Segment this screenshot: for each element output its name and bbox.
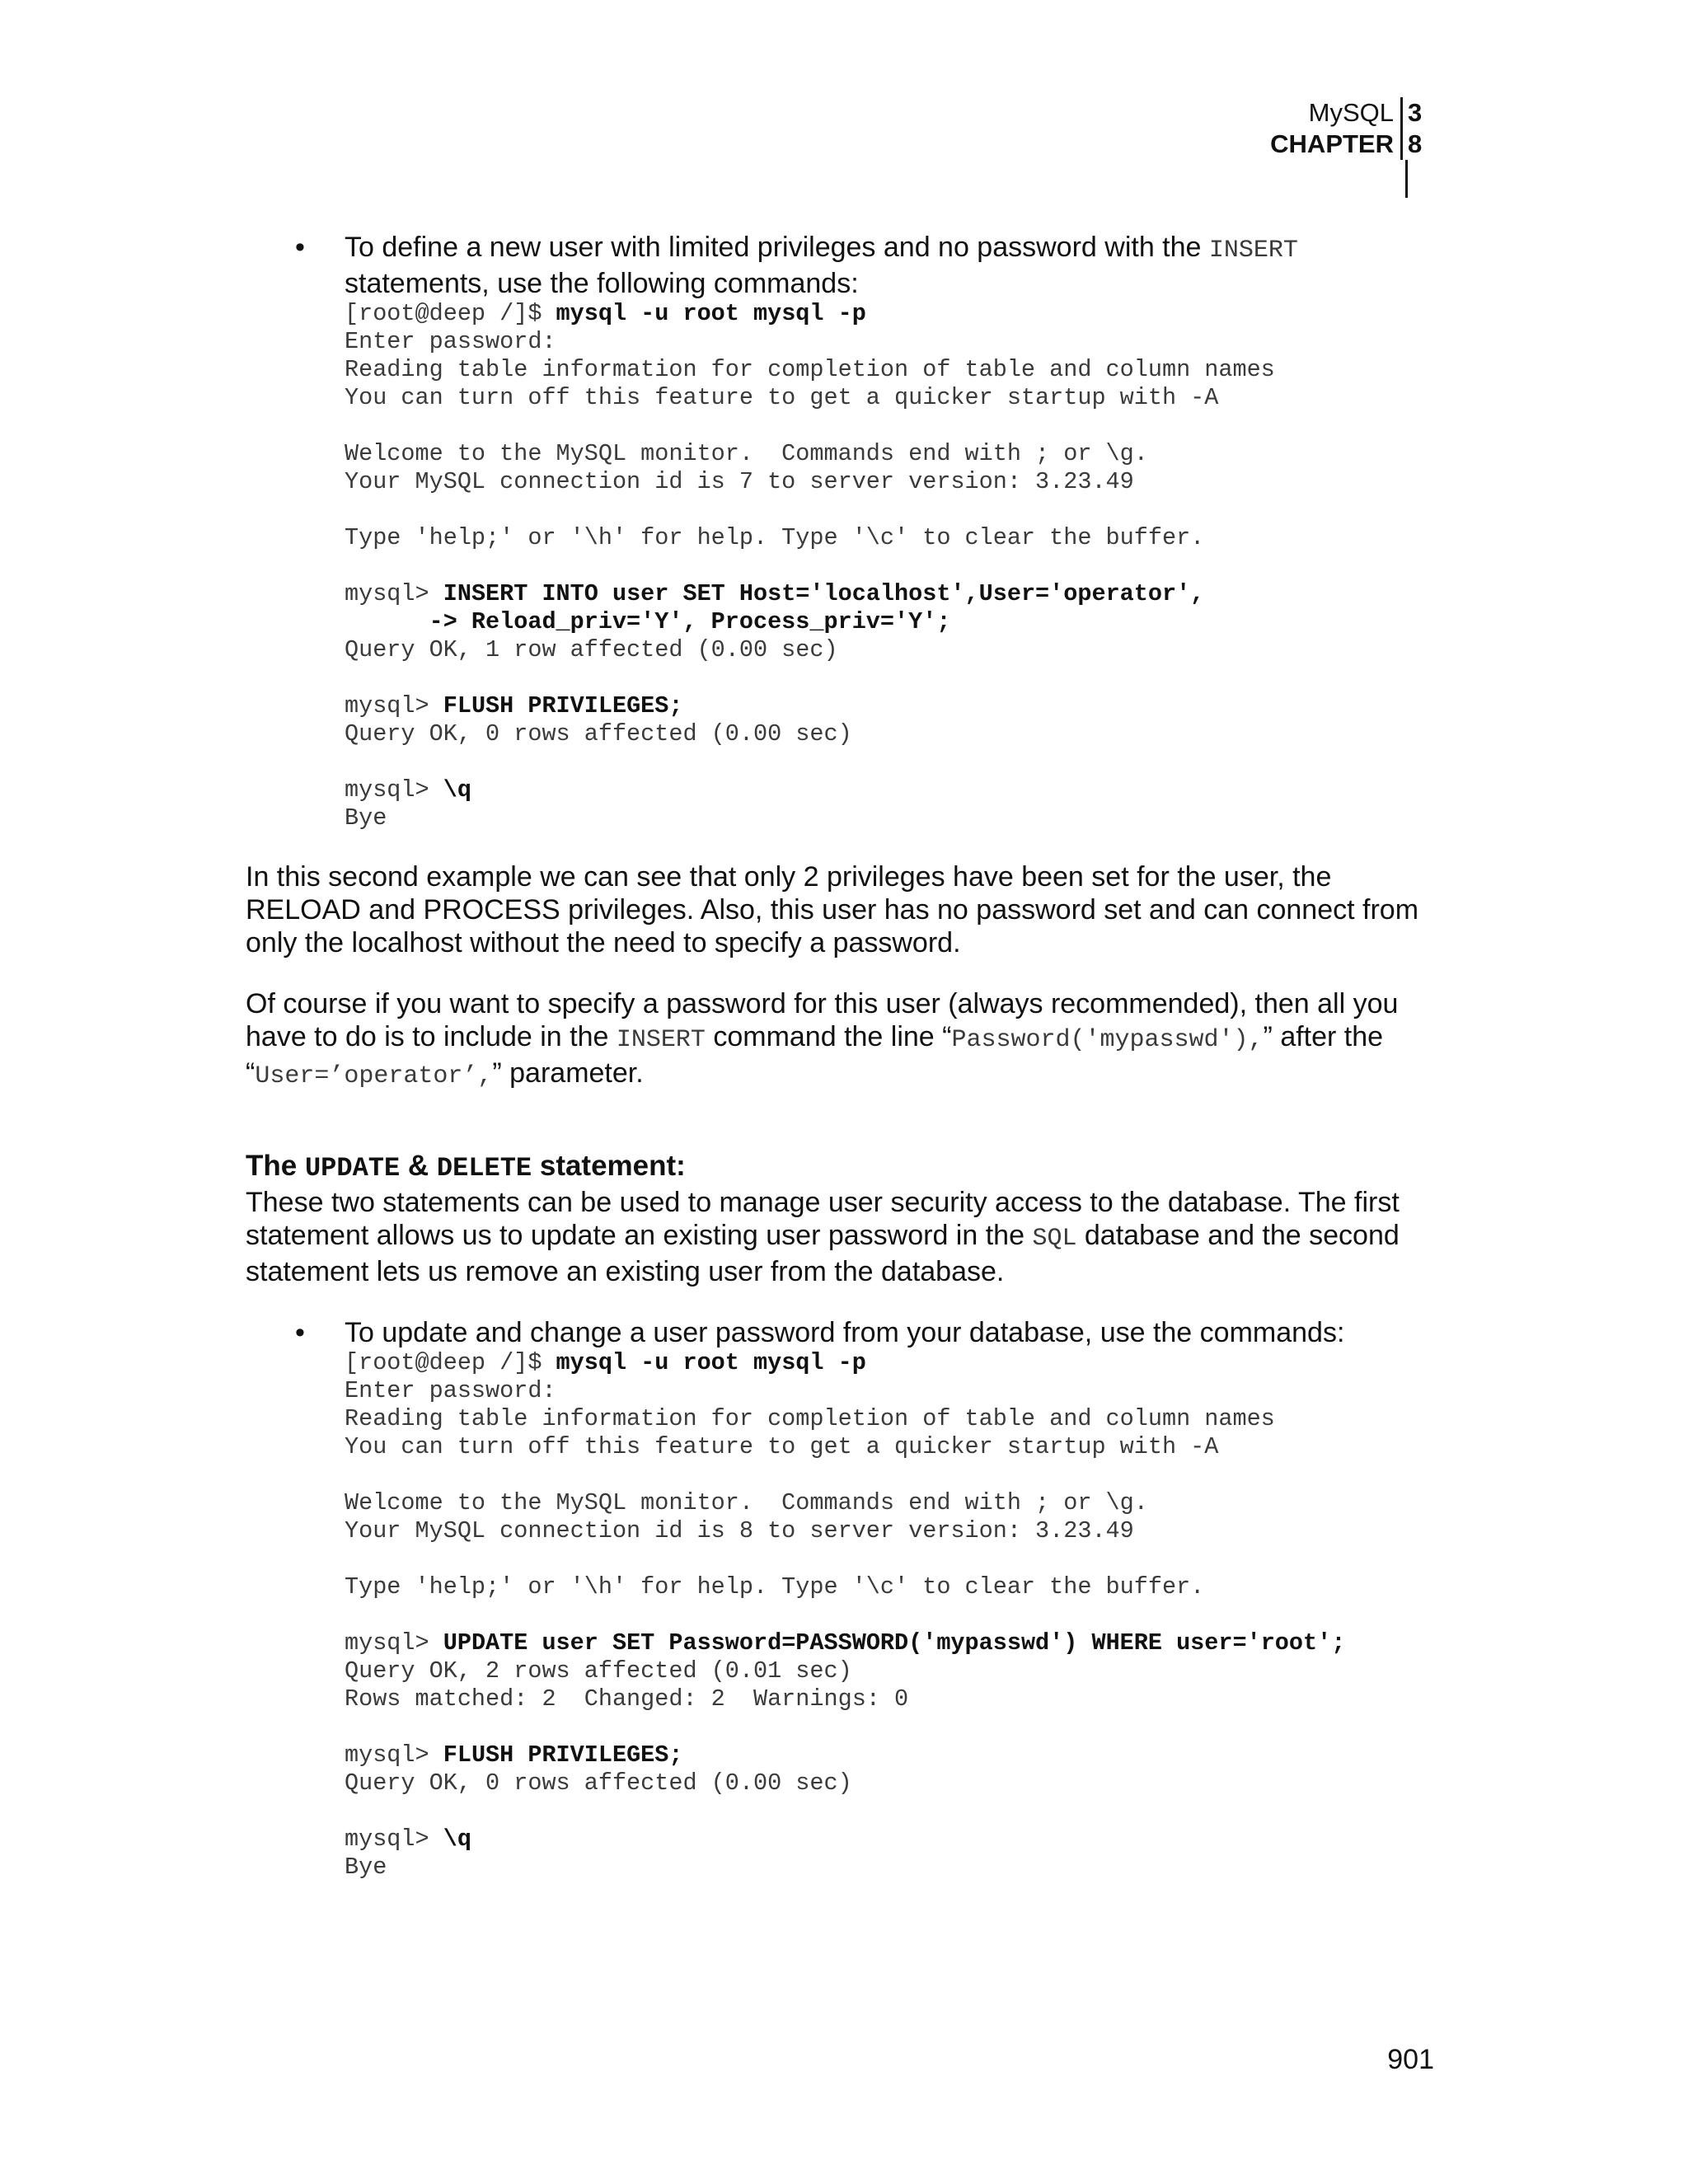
header-chapter-label: CHAPTER: [1270, 129, 1394, 158]
bullet-icon: •: [295, 1317, 305, 1348]
running-header: [989, 97, 1434, 198]
bullet-text: To define a new user with limited privileges and no password with the INSERT statements, use the following commands:: [345, 232, 1298, 299]
bullet-icon: •: [295, 232, 305, 263]
bullet-text: To update and change a user password from your database, use the commands:: [345, 1317, 1345, 1348]
paragraph-privileges: In this second example we can see that only 2 privileges have been set for the user, the RELOAD and PROCESS privileges. Also, this user has no password set and can connect from only the localhost without the need to specify a password.: [246, 861, 1419, 958]
header-title: MySQL: [1308, 98, 1394, 127]
page-body: [246, 231, 1449, 1882]
section-heading: The UPDATE & DELETE statement:: [246, 1150, 686, 1183]
paragraph-statements: These two statements can be used to manage user security access to the database. The first statement allows us to update an existing user password in the SQL database and the second statement lets us remove an existing user from the database.: [246, 1187, 1400, 1287]
bullet-item-update: [246, 1316, 1449, 1882]
header-rule: [1405, 160, 1434, 198]
chapter-digit-2: 8: [1400, 129, 1434, 160]
chapter-digit-1: 3: [1400, 97, 1434, 129]
paragraph-password: Of course if you want to specify a password for this user (always recommended), then all you have to do is to include in the INSERT command the line “Password('mypasswd'),” after the “User=’operator’,” parameter.: [246, 988, 1399, 1090]
code-block-insert: [root@deep /]$ mysql -u root mysql -p Enter password: Reading table information for completion of table and column names You can turn off this feature to get a quicker startup with -A Welcome to the MySQL monitor. Commands end with ; or \g. Your MySQL connection id is 7 to server version: 3.23.49 Type 'help;' or '\h' for help. Type '\c' to clear the buffer. mysql> INSERT INTO user SET Host='localhost',User='operator', -> Reload_priv='Y', Process_priv='Y'; Query OK, 1 row affected (0.00 sec) mysql> FLUSH PRIVILEGES; Query OK, 0 rows affected (0.00 sec) mysql> \q Bye: [345, 300, 1275, 832]
inline-code: INSERT: [1208, 237, 1298, 265]
code-block-update: [root@deep /]$ mysql -u root mysql -p Enter password: Reading table information for completion of table and column names You can turn off this feature to get a quicker startup with -A Welcome to the MySQL monitor. Commands end with ; or \g. Your MySQL connection id is 8 to server version: 3.23.49 Type 'help;' or '\h' for help. Type '\c' to clear the buffer. mysql> UPDATE user SET Password=PASSWORD('mypasswd') WHERE user='root'; Query OK, 2 rows affected (0.01 sec) Rows matched: 2 Changed: 2 Warnings: 0 mysql> FLUSH PRIVILEGES; Query OK, 0 rows affected (0.00 sec) mysql> \q Bye: [345, 1349, 1346, 1881]
page-number: 901: [1387, 2044, 1434, 2075]
bullet-item-insert: [246, 231, 1449, 832]
